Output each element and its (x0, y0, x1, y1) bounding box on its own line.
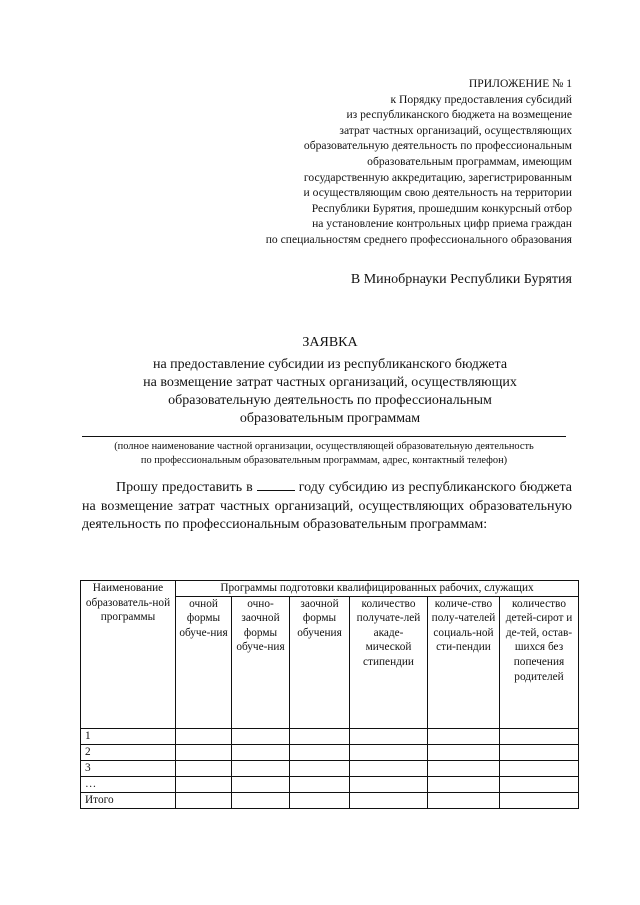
table-cell[interactable] (350, 744, 428, 760)
title-line: на предоставление субсидии из республиканского бюджета (152, 357, 508, 372)
table-row (81, 728, 579, 744)
row-label: 2 (81, 744, 176, 760)
year-blank[interactable] (257, 478, 295, 491)
row-label: Итого (81, 792, 176, 808)
request-text-before: Прошу предоставить в (116, 480, 253, 495)
table-cell[interactable] (350, 792, 428, 808)
header-orphans: количество детей-сирот и де-тей, остав-шихся без попечения родителей (500, 596, 579, 728)
org-hint-line: (полное наименование частной организации, осуществляющей образовательную деятельность (114, 441, 534, 452)
table-cell[interactable] (350, 760, 428, 776)
table-cell[interactable] (176, 792, 232, 808)
title-line: на возмещение затрат частных организаций, осуществляющих (143, 375, 517, 390)
table-cell[interactable] (290, 776, 350, 792)
table-cell[interactable] (290, 744, 350, 760)
header-program-name: Наименование образователь-ной программы (81, 581, 176, 729)
table-cell[interactable] (500, 728, 579, 744)
table-cell[interactable] (500, 792, 579, 808)
appendix-line: образовательным программам, имеющим (367, 154, 572, 168)
header-academic-stipend: количество получате-лей акаде-мической стипендии (350, 596, 428, 728)
appendix-line: Республики Бурятия, прошедшим конкурсный отбор (311, 201, 572, 215)
table-cell[interactable] (428, 792, 500, 808)
table-cell[interactable] (232, 792, 290, 808)
appendix-block (212, 76, 572, 248)
table-cell[interactable] (428, 776, 500, 792)
appendix-line: и осуществляющим свою деятельность на территории (303, 186, 572, 200)
appendix-line: на установление контрольных цифр приема граждан (312, 217, 572, 231)
table-cell[interactable] (500, 744, 579, 760)
table-cell[interactable] (176, 744, 232, 760)
header-social-stipend: количе-ство полу-чателей социаль-ной сти-пендии (428, 596, 500, 728)
title-head: ЗАЯВКА (302, 335, 358, 350)
header-extramural: заочной формы обучения (290, 596, 350, 728)
title-line: образовательную деятельность по профессиональным (168, 393, 492, 408)
table-row (81, 760, 579, 776)
table-cell[interactable] (176, 760, 232, 776)
table-cell[interactable] (232, 744, 290, 760)
table-cell[interactable] (232, 728, 290, 744)
header-fulltime: очной формы обуче-ния (176, 596, 232, 728)
request-text-after: году субсидию из республиканского бюджета на возмещение затрат частных организаций, осуществляющих образовательную деятельность по профессиональным образовательным программам: (82, 480, 572, 532)
document-title (80, 334, 580, 428)
appendix-line: к Порядку предоставления субсидий (390, 92, 572, 106)
table-cell[interactable] (232, 760, 290, 776)
request-paragraph (82, 478, 572, 535)
org-hint-line: по профессиональным образовательным программам, адрес, контактный телефон) (140, 455, 508, 466)
table-cell[interactable] (428, 744, 500, 760)
programs-table (80, 580, 579, 809)
table-cell[interactable] (290, 728, 350, 744)
row-label: 1 (81, 728, 176, 744)
header-programs-group: Программы подготовки квалифицированных рабочих, служащих (176, 581, 579, 597)
table-cell[interactable] (428, 760, 500, 776)
table-cell[interactable] (290, 792, 350, 808)
row-label: … (81, 776, 176, 792)
appendix-line: из республиканского бюджета на возмещение (346, 108, 572, 122)
organization-name-line[interactable] (82, 436, 566, 437)
table-cell[interactable] (176, 776, 232, 792)
appendix-line: ПРИЛОЖЕНИЕ № 1 (468, 77, 572, 90)
appendix-line: по специальностям среднего профессионального образования (265, 232, 572, 246)
title-line: образовательным программам (239, 411, 421, 426)
header-part-time: очно-заочной формы обуче-ния (232, 596, 290, 728)
table-cell[interactable] (350, 776, 428, 792)
row-label: 3 (81, 760, 176, 776)
table-cell[interactable] (232, 776, 290, 792)
table-cell[interactable] (500, 776, 579, 792)
table-cell[interactable] (350, 728, 428, 744)
appendix-line: затрат частных организаций, осуществляющих (339, 123, 572, 137)
table-row (81, 744, 579, 760)
table-cell[interactable] (176, 728, 232, 744)
table-cell[interactable] (428, 728, 500, 744)
table-cell[interactable] (290, 760, 350, 776)
appendix-line: образовательную деятельность по профессиональным (303, 139, 572, 153)
table-cell[interactable] (500, 760, 579, 776)
organization-hint (66, 440, 582, 468)
table-row (81, 776, 579, 792)
appendix-line: государственную аккредитацию, зарегистрированным (303, 170, 572, 184)
table-row (81, 792, 579, 808)
recipient: В Минобрнауки Республики Бурятия (350, 272, 572, 287)
